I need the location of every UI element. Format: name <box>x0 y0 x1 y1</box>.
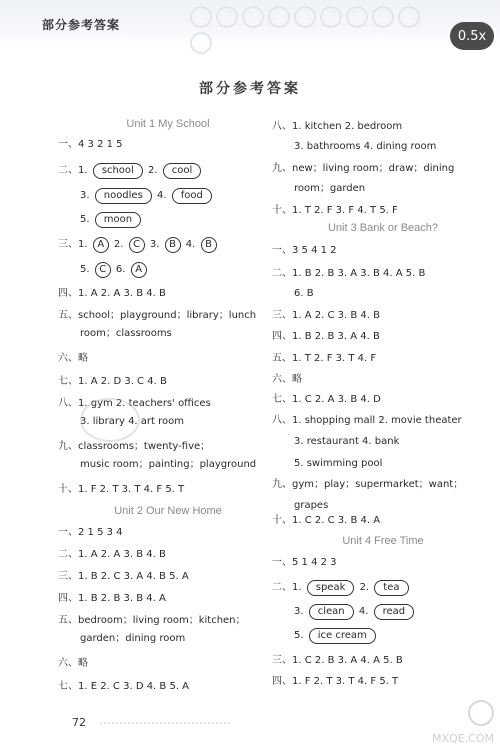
u1-q5-cont: room；classrooms <box>80 328 172 339</box>
u1-q7: 七、1. A 2. D 3. C 4. B <box>58 376 167 387</box>
u2-q1: 一、2 1 5 3 4 <box>58 527 123 538</box>
faint-stamp <box>80 398 140 442</box>
u1-q3-num: 6. <box>115 264 126 275</box>
u3-q8-cont2: 5. swimming pool <box>294 458 383 469</box>
u1-r-q10: 十、1. T 2. F 3. F 4. T 5. F <box>272 205 398 216</box>
u2-q5: 五、bedroom；living room；kitchen； <box>58 615 246 626</box>
u4-q2-row3 <box>294 628 378 644</box>
u3-q8: 八、1. shopping mall 2. movie theater <box>272 415 462 426</box>
u2-q6: 六、略 <box>58 658 88 669</box>
u1-q9: 九、classrooms；twenty-five； <box>58 441 211 452</box>
u1-q8-cont: 3. library 4. art room <box>80 416 184 427</box>
answer-pill: school <box>93 163 143 179</box>
u1-q2-row3 <box>80 212 143 228</box>
u1-q3-num: 5. <box>80 264 90 275</box>
u1-q1: 一、4 3 2 1 5 <box>58 139 123 150</box>
u1-q2-num5: 5. <box>80 214 90 225</box>
u3-q2: 二、1. B 2. B 3. A 3. B 4. A 5. B <box>272 268 426 279</box>
u1-q6: 六、略 <box>58 353 88 364</box>
header-decoration <box>190 6 430 32</box>
u1-q4: 四、1. A 2. A 3. B 4. B <box>58 288 166 299</box>
u3-q1: 一、3 5 4 1 2 <box>272 245 337 256</box>
u4-q2-mid4: 4. <box>358 606 369 617</box>
circled-answer: A <box>131 262 147 278</box>
circled-answer: C <box>95 262 111 278</box>
answer-pill: tea <box>374 580 408 596</box>
answer-pill: moon <box>95 212 141 228</box>
u2-q5-cont: garden；dining room <box>80 633 186 644</box>
u1-q5: 五、school；playground；library；lunch <box>58 310 257 321</box>
answer-pill: cool <box>163 163 202 179</box>
u1-r-q9: 九、new；living room；draw；dining <box>272 163 455 174</box>
circled-answer: B <box>165 237 181 253</box>
answer-pill: clean <box>309 604 354 620</box>
unit4-title: Unit 4 Free Time <box>342 535 424 547</box>
u3-q10: 十、1. C 2. C 3. B 4. A <box>272 515 381 526</box>
u1-q10: 十、1. F 2. T 3. T 4. F 5. T <box>58 484 185 495</box>
u4-q4: 四、1. F 2. T 3. T 4. F 5. T <box>272 676 399 687</box>
site-watermark <box>394 700 494 745</box>
u3-q2-cont: 6. B <box>294 288 314 299</box>
u1-r-q9-cont: room；garden <box>294 183 366 194</box>
u1-q3-prefix: 三、1. <box>58 239 88 250</box>
unit2-title: Unit 2 Our New Home <box>114 505 222 517</box>
zoom-badge[interactable]: 0.5x <box>450 22 494 50</box>
u3-q6: 六、略 <box>272 374 302 385</box>
u2-q4: 四、1. B 2. B 3. B 4. A <box>58 593 166 604</box>
u1-q2-row1 <box>58 163 203 179</box>
answer-pill: read <box>374 604 415 620</box>
u3-q5: 五、1. T 2. F 3. T 4. F <box>272 353 377 364</box>
answer-pill: food <box>172 188 212 204</box>
u4-q2-num5: 5. <box>294 630 304 641</box>
u2-q3: 三、1. B 2. C 3. A 4. B 5. A <box>58 571 189 582</box>
u1-q3-num: 4. <box>185 239 196 250</box>
u1-q2-num3: 3. <box>80 190 90 201</box>
page-title: 部分参考答案 <box>199 81 301 97</box>
u3-q9: 九、gym；play；supermarket；want； <box>272 479 464 490</box>
u2-q2: 二、1. A 2. A 3. B 4. B <box>58 549 166 560</box>
u4-q2-row1 <box>272 580 411 596</box>
u1-q2-mid: 2. <box>147 165 158 176</box>
answer-pill: noodles <box>95 188 152 204</box>
unit1-title: Unit 1 My School <box>126 118 210 130</box>
u1-q2-mid4: 4. <box>156 190 167 201</box>
u1-q9-cont: music room；painting；playground <box>80 459 257 470</box>
u3-q9-cont: grapes <box>294 500 329 511</box>
u1-q2-num: 二、1. <box>58 165 88 176</box>
circled-answer: C <box>129 237 145 253</box>
u3-q7: 七、1. C 2. A 3. B 4. D <box>272 394 381 405</box>
page-number: 72 <box>72 716 86 729</box>
u1-q3-num: 2. <box>113 239 124 250</box>
u4-q2-row2 <box>294 604 416 620</box>
page-header <box>0 0 500 44</box>
u1-q3-num: 3. <box>149 239 160 250</box>
bottom-decoration <box>100 700 230 724</box>
u1-q8: 八、1. gym 2. teachers' offices <box>58 398 211 409</box>
u4-q1: 一、5 1 4 2 3 <box>272 557 337 568</box>
header-section-label: 部分参考答案 <box>42 18 121 32</box>
watermark-logo-icon <box>468 700 494 726</box>
u1-q3-row1 <box>58 237 219 253</box>
u4-q2-num: 二、1. <box>272 582 302 593</box>
watermark-text: MXQE.COM <box>432 732 494 745</box>
u1-q3-row2 <box>80 262 149 278</box>
answer-pill: speak <box>307 580 355 596</box>
circled-answer: A <box>93 237 109 253</box>
circled-answer: B <box>201 237 217 253</box>
u3-q8-cont: 3. restaurant 4. bank <box>294 436 400 447</box>
u4-q2-mid: 2. <box>359 582 370 593</box>
answer-pill: ice cream <box>309 628 376 644</box>
u1-r-q8-cont: 3. bathrooms 4. dining room <box>294 141 437 152</box>
u4-q3: 三、1. C 2. B 3. A 4. A 5. B <box>272 655 403 666</box>
u4-q2-num3: 3. <box>294 606 304 617</box>
u1-r-q8: 八、1. kitchen 2. bedroom <box>272 121 403 132</box>
u3-q4: 四、1. B 2. B 3. A 4. B <box>272 331 380 342</box>
u1-q2-row2 <box>80 188 214 204</box>
unit3-title: Unit 3 Bank or Beach? <box>327 222 439 234</box>
u2-q7: 七、1. E 2. C 3. D 4. B 5. A <box>58 681 190 692</box>
u3-q3: 三、1. A 2. C 3. B 4. B <box>272 310 380 321</box>
